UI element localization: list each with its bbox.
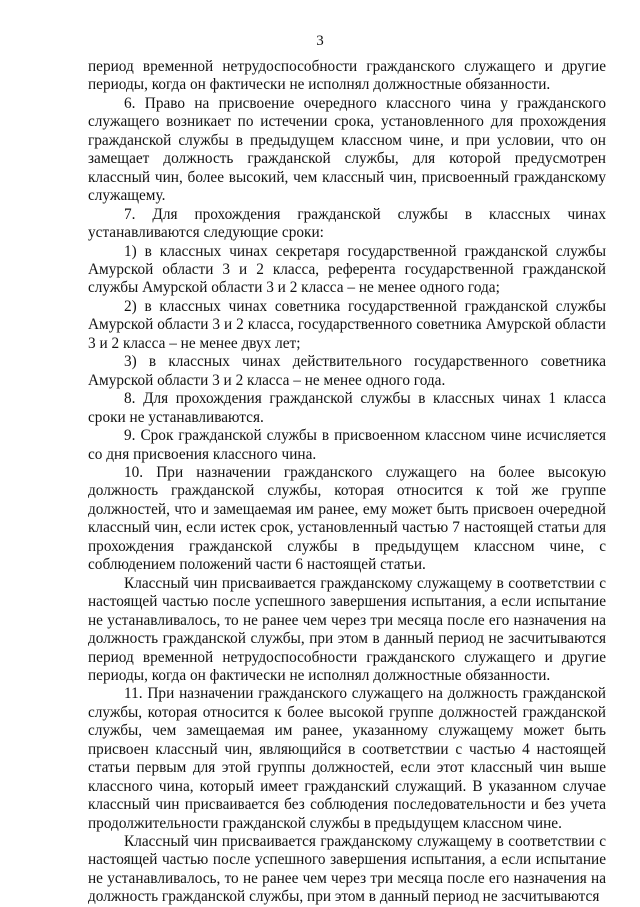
paragraph-9: 9. Срок гражданской службы в присвоенном классном чине исчисляется со дня присвоения классного чина. <box>88 427 606 463</box>
document-body <box>88 58 606 907</box>
paragraph-7: 7. Для прохождения гражданской службы в классных чинах устанавливаются следующие сроки: <box>88 205 606 242</box>
paragraph-7-item-2: 2) в классных чинах советника государственной гражданской службы Амурской области 3 и 2 класса, государственного советника Амурской области 3 и 2 класса – не менее двух лет; <box>88 297 606 352</box>
paragraph-11: 11. При назначении гражданского служащего на должность гражданской службы, которая относится к более высокой группе должностей гражданской службы, чем замещаемая им ранее, указанному служащему может быть присвоен классный чин, являющийся в соответствии с частью 4 настоящей статьи первым для этой группы должностей, если этот классный чин выше классного чина, который имеет гражданский служащий. В указанном случае классный чин присваивается без соблюдения последовательности и без учета продолжительности гражданской службы в предыдущем классном чине. <box>88 685 606 832</box>
paragraph-10-continued: Классный чин присваивается гражданскому служащему в соответствии с настоящей частью после успешного завершения испытания, а если испытание не устанавливалось, то не ранее чем через три месяца после его назначения на должность гражданской службы, при этом в данный период не засчитываются период временной нетрудоспособности гражданского служащего и другие периоды, когда он фактически не исполнял должностные обязанности. <box>88 574 606 684</box>
paragraph-6: 6. Право на присвоение очередного классного чина у гражданского служащего возникает по истечении срока, установленного для прохождения гражданской службы в предыдущем классном чине, и при условии, что он замещает должность гражданской службы, для которой предусмотрен классный чин, более высокий, чем классный чин, присвоенный гражданскому служащему. <box>88 94 606 205</box>
paragraph-8: 8. Для прохождения гражданской службы в классных чинах 1 класса сроки не устанавливаются. <box>88 390 606 426</box>
paragraph-7-item-1: 1) в классных чинах секретаря государственной гражданской службы Амурской области 3 и 2 класса, референта государственной гражданской службы Амурской области 3 и 2 класса – не менее одного года; <box>88 242 606 297</box>
paragraph-10: 10. При назначении гражданского служащего на более высокую должность гражданской службы, которая относится к той же группе должностей, что и замещаемая им ранее, ему может быть присвоен очередной классный чин, если истек срок, установленный частью 7 настоящей статьи для прохождения гражданской службы в предыдущем классном чине, с соблюдением положений части 6 настоящей статьи. <box>88 463 606 574</box>
page-number: 3 <box>316 33 324 49</box>
paragraph-7-item-3: 3) в классных чинах действительного государственного советника Амурской области 3 и 2 класса – не менее одного года. <box>88 353 606 389</box>
paragraph-11-continued: Классный чин присваивается гражданскому служащему в соответствии с настоящей частью после успешного завершения испытания, а если испытание не устанавливалось, то не ранее чем через три месяца после его назначения на должность гражданской службы, при этом в данный период не засчитываются <box>88 833 606 906</box>
paragraph-continuation: период временной нетрудоспособности гражданского служащего и другие периоды, когда он фактически не исполнял должностные обязанности. <box>88 58 606 94</box>
